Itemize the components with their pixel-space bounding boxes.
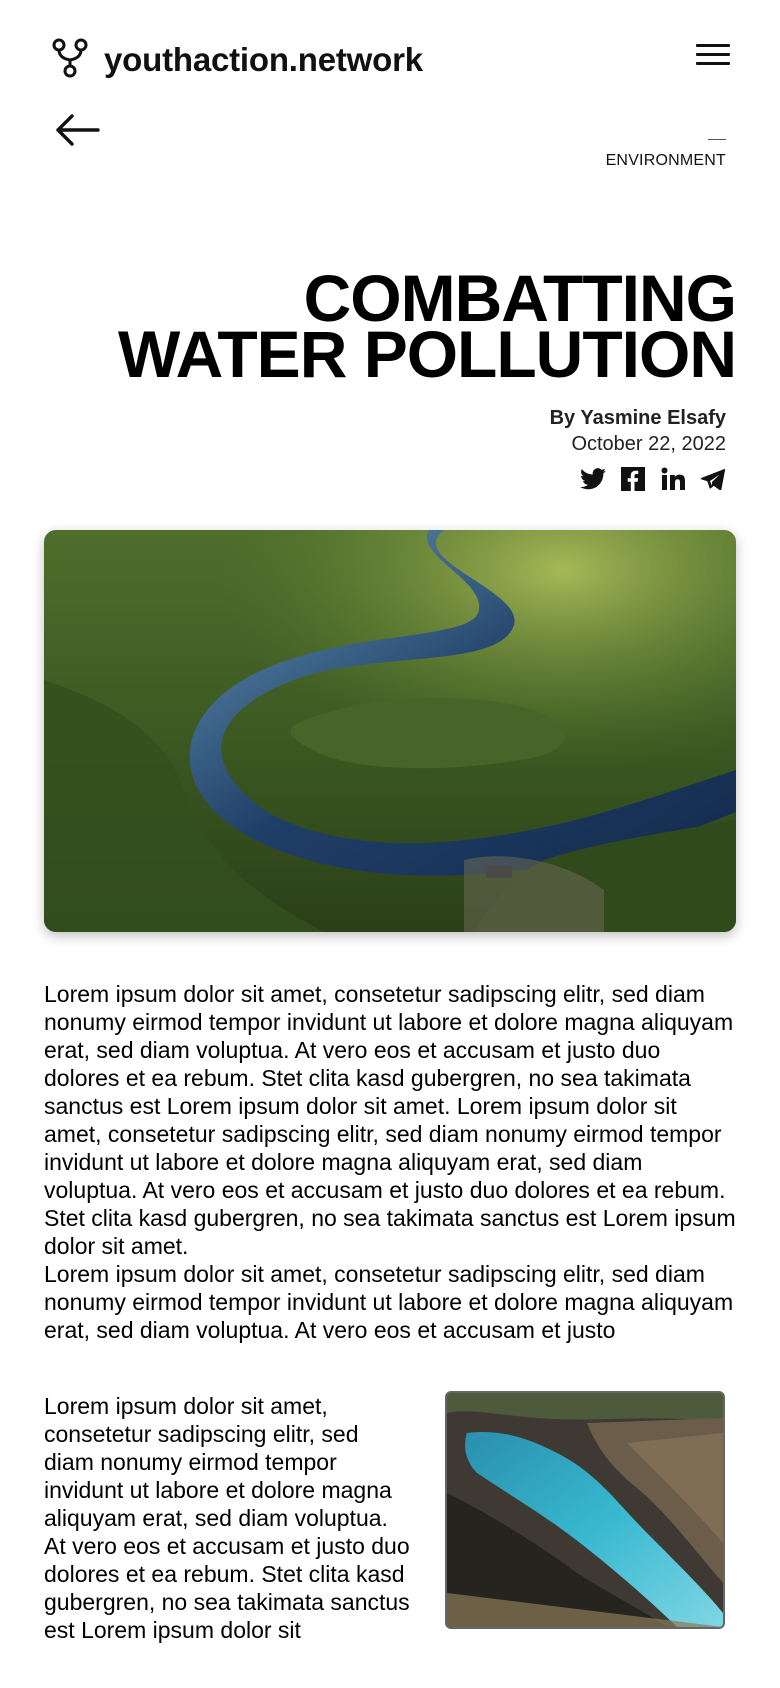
title-line-2: WATER POLLUTION <box>117 317 736 391</box>
facebook-icon[interactable] <box>620 466 646 492</box>
turquoise-river-canyon-image <box>445 1391 725 1629</box>
article-paragraph-2: Lorem ipsum dolor sit amet, consetetur sadipscing elitr, sed diam nonumy eirmod tempor invidunt ut labore et dolore magna aliquyam erat, sed diam voluptua. At vero eos et accusam et justo <box>44 1261 734 1343</box>
article-author[interactable]: By Yasmine Elsafy <box>549 407 726 429</box>
linkedin-icon[interactable] <box>660 466 686 492</box>
article-title <box>117 261 736 391</box>
article-paragraph-1: Lorem ipsum dolor sit amet, consetetur sadipscing elitr, sed diam nonumy eirmod tempor invidunt ut labore et dolore magna aliquyam erat, sed diam voluptua. At vero eos et accusam et justo duo dolores et ea rebum. Stet clita kasd gubergren, no sea takimata sanctus est Lorem ipsum dolor sit amet. Lorem ipsum dolor sit amet, consetetur sadipscing elitr, sed diam nonumy eirmod tempor invidunt ut labore et dolore magna aliquyam erat, sed diam voluptua. At vero eos et accusam et justo duo dolores et ea rebum. Stet clita kasd gubergren, no sea takimata sanctus est Lorem ipsum dolor sit amet. <box>44 981 736 1259</box>
site-name[interactable]: youthaction.network <box>104 41 423 78</box>
branch-fork-icon <box>52 38 88 78</box>
arrow-left-icon[interactable] <box>54 112 100 148</box>
twitter-icon[interactable] <box>580 466 606 492</box>
aerial-river-forest-image <box>44 530 736 932</box>
article-date: October 22, 2022 <box>571 433 726 455</box>
title-line-1: COMBATTING <box>303 261 736 335</box>
article-paragraph-3: Lorem ipsum dolor sit amet, consetetur sadipscing elitr, sed diam nonumy eirmod tempor invidunt ut labore et dolore magna aliquyam erat, sed diam voluptua. At vero eos et accusam et justo duo dolores et ea rebum. Stet clita kasd gubergren, no sea takimata sanctus est Lorem ipsum dolor sit <box>44 1393 410 1643</box>
hamburger-menu-icon[interactable] <box>696 44 730 72</box>
category-divider <box>708 139 726 140</box>
share-bar <box>580 462 726 496</box>
category-label[interactable]: ENVIRONMENT <box>605 152 726 169</box>
telegram-icon[interactable] <box>700 466 726 492</box>
